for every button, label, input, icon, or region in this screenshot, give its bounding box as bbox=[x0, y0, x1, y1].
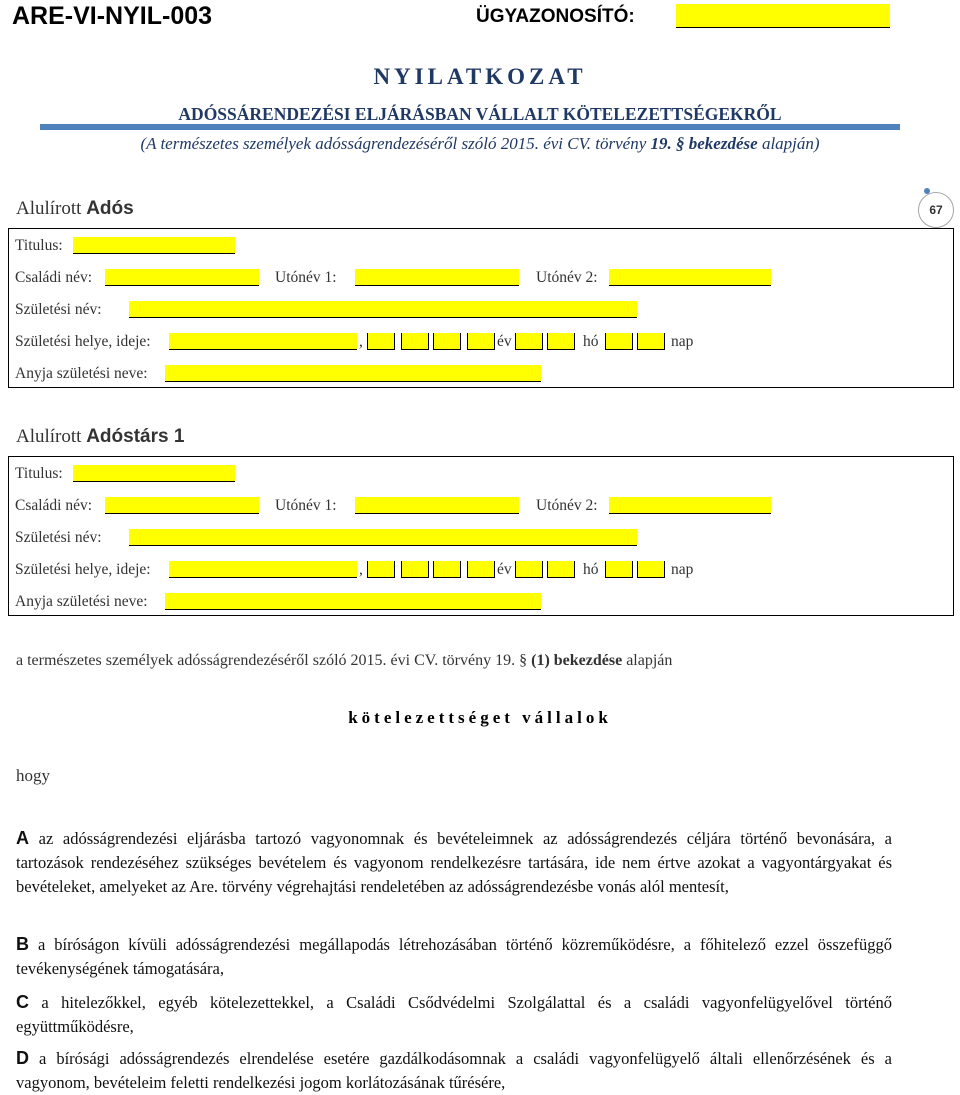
birth-year-digit-1[interactable] bbox=[367, 333, 395, 350]
obligation-item-c bbox=[16, 990, 892, 1039]
family-name-label: Családi név: bbox=[15, 497, 93, 514]
item-text: a bírósági adósságrendezés elrendelése esetére gazdálkodásomnak a családi vagyonfelügyelő általi ellenőrzésének és a vagyonom, bevételeim feletti rendelkezési jogom korlátozásának tűrésére, bbox=[16, 1049, 892, 1092]
item-letter: D bbox=[16, 1048, 29, 1068]
birth-month-digit-2[interactable] bbox=[547, 561, 575, 578]
birth-year-digit-2[interactable] bbox=[401, 561, 429, 578]
first-name-2-label: Utónév 2: bbox=[536, 497, 598, 514]
form-code: ARE-VI-NYIL-003 bbox=[12, 2, 213, 30]
birth-place-date-label: Születési helye, ideje: bbox=[15, 561, 151, 578]
titulus-field[interactable] bbox=[73, 465, 235, 482]
month-unit-label: hó bbox=[583, 561, 599, 578]
mother-name-label: Anyja születési neve: bbox=[15, 365, 148, 382]
birth-year-digit-4[interactable] bbox=[467, 561, 495, 578]
mother-name-field[interactable] bbox=[165, 593, 541, 610]
first-name-1-field[interactable] bbox=[355, 269, 519, 286]
year-unit-label: év bbox=[497, 333, 512, 350]
titulus-label: Titulus: bbox=[15, 465, 63, 482]
first-name-2-field[interactable] bbox=[609, 497, 771, 514]
birth-place-field[interactable] bbox=[169, 561, 357, 578]
family-name-label: Családi név: bbox=[15, 269, 93, 286]
item-letter: C bbox=[16, 992, 29, 1012]
document-title: NYILATKOZAT bbox=[373, 64, 587, 89]
birth-year-digit-2[interactable] bbox=[401, 333, 429, 350]
obligation-item-d bbox=[16, 1046, 892, 1095]
day-unit-label: nap bbox=[671, 561, 694, 578]
that-word: hogy bbox=[16, 766, 50, 785]
commitment-heading: kötelezettséget vállalok bbox=[348, 708, 612, 727]
item-letter: A bbox=[16, 828, 29, 848]
birth-day-digit-1[interactable] bbox=[605, 561, 633, 578]
comma-separator: , bbox=[359, 561, 363, 578]
comma-separator: , bbox=[359, 333, 363, 350]
birth-day-digit-2[interactable] bbox=[637, 561, 665, 578]
document-subtitle: ADÓSSÁRENDEZÉSI ELJÁRÁSBAN VÁLLALT KÖTELEZETTSÉGEKRŐL bbox=[178, 104, 782, 124]
birth-name-field[interactable] bbox=[129, 529, 637, 546]
birth-month-digit-2[interactable] bbox=[547, 333, 575, 350]
day-unit-label: nap bbox=[671, 333, 694, 350]
birth-year-digit-1[interactable] bbox=[367, 561, 395, 578]
obligation-item-a bbox=[16, 826, 892, 899]
case-id-field[interactable] bbox=[676, 4, 890, 28]
first-name-1-label: Utónév 1: bbox=[275, 497, 337, 514]
birth-month-digit-1[interactable] bbox=[515, 561, 543, 578]
co-debtor-data-box bbox=[8, 456, 954, 616]
first-name-1-label: Utónév 1: bbox=[275, 269, 337, 286]
birth-year-digit-3[interactable] bbox=[433, 561, 461, 578]
mother-name-label: Anyja születési neve: bbox=[15, 593, 148, 610]
title-divider bbox=[40, 124, 900, 130]
legal-basis-statement: a természetes személyek adósságrendezéséről szóló 2015. évi CV. törvény 19. § (1) bekezdése alapján bbox=[16, 652, 673, 669]
titulus-label: Titulus: bbox=[15, 237, 63, 254]
mother-name-field[interactable] bbox=[165, 365, 541, 382]
birth-place-field[interactable] bbox=[169, 333, 357, 350]
item-letter: B bbox=[16, 934, 29, 954]
month-unit-label: hó bbox=[583, 333, 599, 350]
birth-year-digit-4[interactable] bbox=[467, 333, 495, 350]
birth-day-digit-1[interactable] bbox=[605, 333, 633, 350]
birth-year-digit-3[interactable] bbox=[433, 333, 461, 350]
first-name-2-label: Utónév 2: bbox=[536, 269, 598, 286]
first-name-1-field[interactable] bbox=[355, 497, 519, 514]
item-text: a bíróságon kívüli adósságrendezési megállapodás létrehozásában történő közreműködésre, a főhitelező ezzel összefüggő tevékenységének támogatására, bbox=[16, 935, 892, 978]
family-name-field[interactable] bbox=[105, 269, 259, 286]
birth-name-label: Születési név: bbox=[15, 301, 102, 318]
case-id-label: ÜGYAZONOSÍTÓ: bbox=[476, 6, 635, 27]
page-number-badge: 67 bbox=[918, 192, 954, 228]
titulus-field[interactable] bbox=[73, 237, 235, 254]
debtor-section-title: Alulírott Adós bbox=[16, 198, 134, 219]
obligation-item-b bbox=[16, 932, 892, 981]
legal-basis-line: (A természetes személyek adósságrendezéséről szóló 2015. évi CV. törvény 19. § bekezdése alapján) bbox=[140, 134, 820, 153]
birth-day-digit-2[interactable] bbox=[637, 333, 665, 350]
birth-name-label: Születési név: bbox=[15, 529, 102, 546]
birth-month-digit-1[interactable] bbox=[515, 333, 543, 350]
birth-name-field[interactable] bbox=[129, 301, 637, 318]
item-text: az adósságrendezési eljárásba tartozó vagyonomnak és bevételeimnek az adósságrendezés céljára történő bevonására, a tartozások rendezéséhez szükséges bevételem és vagyonom rendelkezésre tartására, ide nem értve azokat a vagyontárgyakat és bevételeket, amelyeket az Are. törvény végrehajtási rendeletében az adósságrendezésbe vonás alól mentesít, bbox=[16, 829, 892, 896]
co-debtor-section-title: Alulírott Adóstárs 1 bbox=[16, 426, 185, 447]
year-unit-label: év bbox=[497, 561, 512, 578]
birth-place-date-label: Születési helye, ideje: bbox=[15, 333, 151, 350]
item-text: a hitelezőkkel, egyéb kötelezettekkel, a Családi Csődvédelmi Szolgálattal és a családi vagyonfelügyelővel történő együttműködésre, bbox=[16, 993, 892, 1036]
debtor-data-box bbox=[8, 228, 954, 388]
first-name-2-field[interactable] bbox=[609, 269, 771, 286]
family-name-field[interactable] bbox=[105, 497, 259, 514]
